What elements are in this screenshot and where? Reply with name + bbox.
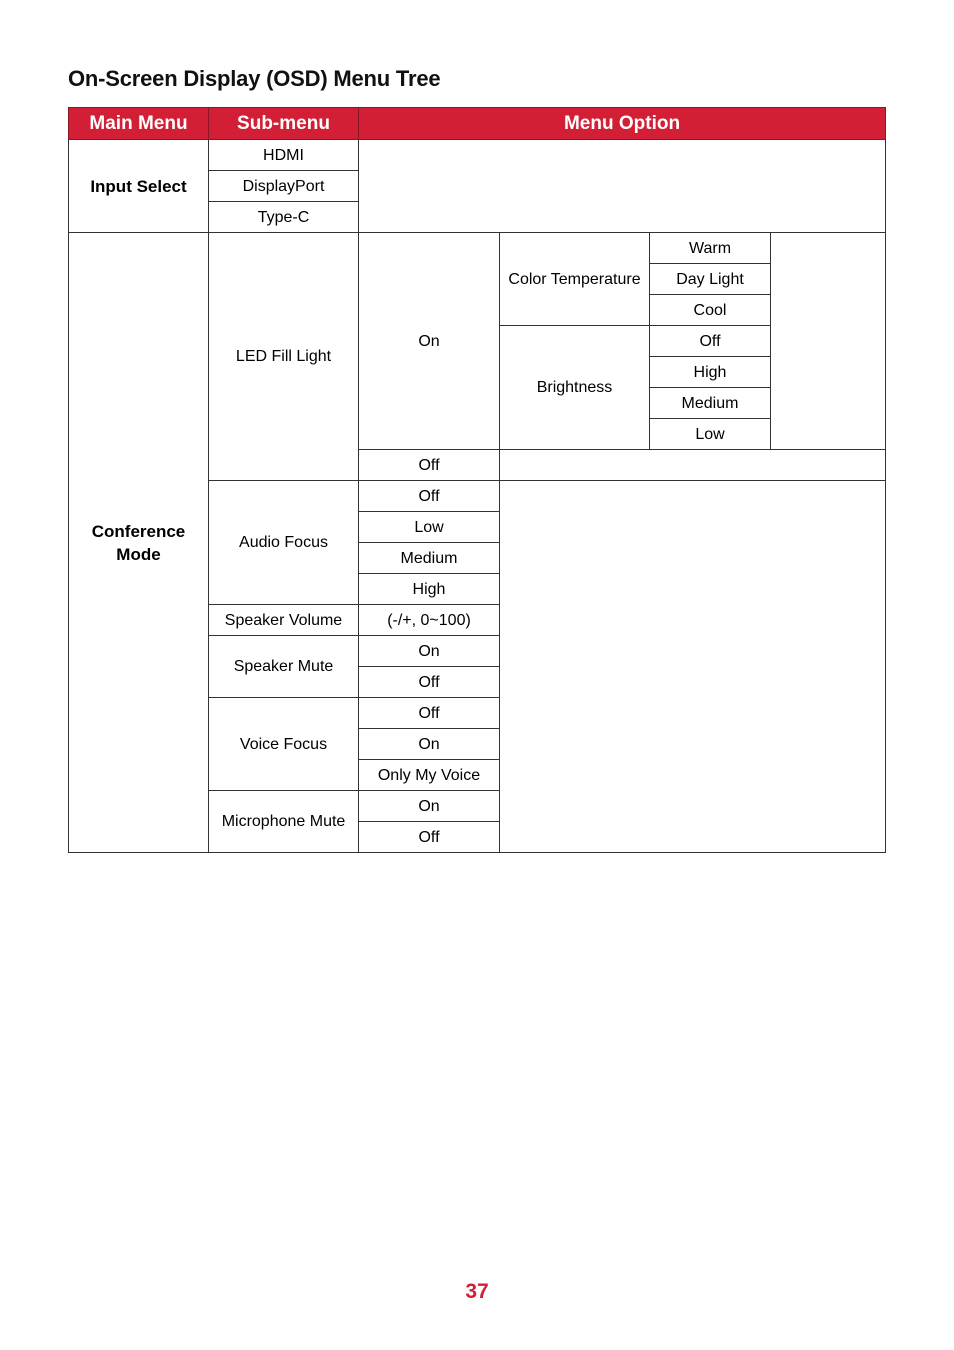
speaker-mute-off: Off — [359, 667, 500, 698]
sub-menu-speaker-mute: Speaker Mute — [209, 636, 359, 698]
empty-cell — [500, 481, 886, 853]
microphone-mute-off: Off — [359, 822, 500, 853]
page-title: On-Screen Display (OSD) Menu Tree — [68, 66, 441, 91]
sub-menu-displayport: DisplayPort — [209, 171, 359, 202]
main-menu-input-select: Input Select — [69, 140, 209, 233]
sub-menu-audio-focus: Audio Focus — [209, 481, 359, 605]
sub-menu-speaker-volume: Speaker Volume — [209, 605, 359, 636]
voice-focus-only-my-voice: Only My Voice — [359, 760, 500, 791]
audio-focus-low: Low — [359, 512, 500, 543]
microphone-mute-on: On — [359, 791, 500, 822]
brightness-medium: Medium — [650, 388, 771, 419]
color-temp-day-light: Day Light — [650, 264, 771, 295]
table-row — [69, 233, 886, 264]
voice-focus-on: On — [359, 729, 500, 760]
brightness-low: Low — [650, 419, 771, 450]
empty-cell — [359, 140, 886, 233]
sub-menu-microphone-mute: Microphone Mute — [209, 791, 359, 853]
option-led-off: Off — [359, 450, 500, 481]
audio-focus-off: Off — [359, 481, 500, 512]
color-temp-cool: Cool — [650, 295, 771, 326]
audio-focus-high: High — [359, 574, 500, 605]
speaker-volume-range: (-/+, 0~100) — [359, 605, 500, 636]
header-sub-menu: Sub-menu — [209, 108, 359, 140]
voice-focus-off: Off — [359, 698, 500, 729]
sub-menu-hdmi: HDMI — [209, 140, 359, 171]
table-row — [69, 140, 886, 171]
brightness-off: Off — [650, 326, 771, 357]
option-led-on: On — [359, 233, 500, 450]
option-color-temperature: Color Temperature — [500, 233, 650, 326]
empty-cell — [771, 233, 886, 450]
color-temp-warm: Warm — [650, 233, 771, 264]
option-brightness: Brightness — [500, 326, 650, 450]
main-menu-conference-mode: Conference Mode — [69, 233, 209, 853]
sub-menu-led-fill-light: LED Fill Light — [209, 233, 359, 481]
speaker-mute-on: On — [359, 636, 500, 667]
sub-menu-type-c: Type-C — [209, 202, 359, 233]
sub-menu-voice-focus: Voice Focus — [209, 698, 359, 791]
brightness-high: High — [650, 357, 771, 388]
header-row — [69, 108, 886, 140]
osd-menu-tree-table — [68, 107, 886, 853]
header-menu-option: Menu Option — [359, 108, 886, 140]
empty-cell — [500, 450, 886, 481]
page-number: 37 — [465, 1280, 489, 1303]
header-main-menu: Main Menu — [69, 108, 209, 140]
audio-focus-medium: Medium — [359, 543, 500, 574]
